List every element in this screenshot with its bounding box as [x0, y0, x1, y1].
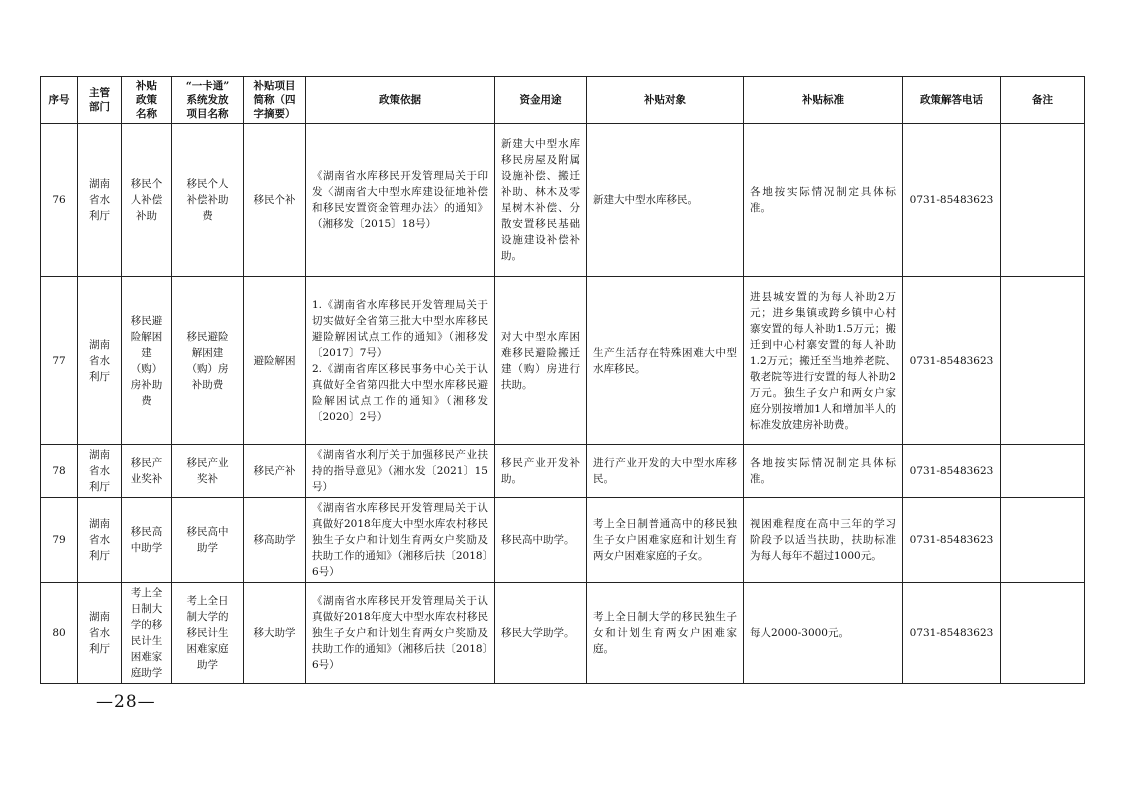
cell-abbr: 移高助学	[244, 498, 306, 583]
table-row	[41, 445, 1085, 498]
header-target: 补贴对象	[587, 77, 744, 124]
cell-note	[1001, 124, 1085, 277]
cell-basis: 《湖南省水利厅关于加强移民产业扶持的指导意见》（湘水发〔2021〕15号）	[306, 445, 495, 498]
cell-use: 新建大中型水库移民房屋及附属设施补偿、搬迁补助、林木及零星树木补偿、分散安置移民基础设施建设补偿补助。	[495, 124, 587, 277]
cell-note	[1001, 445, 1085, 498]
cell-standard: 每人2000-3000元。	[744, 583, 903, 684]
table-row	[41, 277, 1085, 445]
cell-dept: 湖南 省水 利厅	[78, 277, 122, 445]
cell-dept: 湖南 省水 利厅	[78, 124, 122, 277]
cell-abbr: 移民产补	[244, 445, 306, 498]
cell-card-item: 考上全日 制大学的 移民计生 困难家庭 助学	[172, 583, 244, 684]
cell-use: 对大中型水库困难移民避险搬迁建（购）房进行扶助。	[495, 277, 587, 445]
header-note: 备注	[1001, 77, 1085, 124]
header-seq: 序号	[41, 77, 78, 124]
cell-note	[1001, 583, 1085, 684]
header-policy-name: 补贴 政策 名称	[122, 77, 172, 124]
cell-target: 新建大中型水库移民。	[587, 124, 744, 277]
table-row	[41, 498, 1085, 583]
cell-phone: 0731-85483623	[903, 124, 1001, 277]
cell-standard: 进县城安置的为每人补助2万元；进乡集镇或跨乡镇中心村寨安置的每人补助1.5万元；搬迁到中心村寨安置的每人补助1.2万元；搬迁至当地养老院、敬老院等进行安置的每人补助2万元。独生子女户和两女户家庭分别按增加1人和增加半人的标准发放建房补助费。	[744, 277, 903, 445]
cell-seq: 79	[41, 498, 78, 583]
cell-abbr: 移民个补	[244, 124, 306, 277]
cell-policy-name: 考上全 日制大 学的移 民计生 困难家 庭助学	[122, 583, 172, 684]
cell-basis: 1.《湖南省水库移民开发管理局关于切实做好全省第三批大中型水库移民避险解困试点工作的通知》（湘移发〔2017〕7号） 2.《湖南省库区移民事务中心关于认真做好全省第四批大中型水库移民避险解困试点工作的通知》（湘移发〔2020〕2号）	[306, 277, 495, 445]
cell-use: 移民高中助学。	[495, 498, 587, 583]
cell-policy-name: 移民高 中助学	[122, 498, 172, 583]
cell-target: 进行产业开发的大中型水库移民。	[587, 445, 744, 498]
cell-target: 考上全日制普通高中的移民独生子女户困难家庭和计划生育两女户困难家庭的子女。	[587, 498, 744, 583]
cell-policy-name: 移民避 险解困 建（购） 房补助 费	[122, 277, 172, 445]
cell-seq: 80	[41, 583, 78, 684]
cell-abbr: 避险解困	[244, 277, 306, 445]
cell-seq: 77	[41, 277, 78, 445]
cell-use: 移民产业开发补助。	[495, 445, 587, 498]
cell-target: 生产生活存在特殊困难大中型水库移民。	[587, 277, 744, 445]
cell-phone: 0731-85483623	[903, 583, 1001, 684]
cell-standard: 各地按实际情况制定具体标准。	[744, 445, 903, 498]
header-phone: 政策解答电话	[903, 77, 1001, 124]
table-header-row	[41, 77, 1085, 124]
page-number: —28—	[96, 692, 156, 712]
cell-basis: 《湖南省水库移民开发管理局关于印发〈湖南省大中型水库建设征地补偿和移民安置资金管理办法〉的通知》（湘移发〔2015〕18号）	[306, 124, 495, 277]
header-use: 资金用途	[495, 77, 587, 124]
table-row	[41, 583, 1085, 684]
header-basis: 政策依据	[306, 77, 495, 124]
cell-dept: 湖南 省水 利厅	[78, 445, 122, 498]
cell-card-item: 移民个人 补偿补助 费	[172, 124, 244, 277]
cell-phone: 0731-85483623	[903, 277, 1001, 445]
header-abbr: 补贴项目 简称（四 字摘要）	[244, 77, 306, 124]
cell-phone: 0731-85483623	[903, 498, 1001, 583]
cell-phone: 0731-85483623	[903, 445, 1001, 498]
cell-card-item: 移民高中 助学	[172, 498, 244, 583]
cell-use: 移民大学助学。	[495, 583, 587, 684]
cell-policy-name: 移民个 人补偿 补助	[122, 124, 172, 277]
cell-card-item: 移民产业 奖补	[172, 445, 244, 498]
cell-basis: 《湖南省水库移民开发管理局关于认真做好2018年度大中型水库农村移民独生子女户和计划生育两女户奖励及扶助工作的通知》（湘移后扶〔2018〕6号）	[306, 583, 495, 684]
cell-standard: 视困难程度在高中三年的学习阶段予以适当扶助，扶助标准为每人每年不超过1000元。	[744, 498, 903, 583]
header-card-item: “一卡通” 系统发放 项目名称	[172, 77, 244, 124]
cell-seq: 78	[41, 445, 78, 498]
cell-note	[1001, 277, 1085, 445]
subsidy-policy-table	[40, 76, 1085, 684]
cell-dept: 湖南 省水 利厅	[78, 583, 122, 684]
header-standard: 补贴标准	[744, 77, 903, 124]
cell-policy-name: 移民产 业奖补	[122, 445, 172, 498]
cell-standard: 各地按实际情况制定具体标准。	[744, 124, 903, 277]
cell-abbr: 移大助学	[244, 583, 306, 684]
cell-seq: 76	[41, 124, 78, 277]
header-dept: 主管 部门	[78, 77, 122, 124]
cell-card-item: 移民避险 解困建 （购）房 补助费	[172, 277, 244, 445]
cell-dept: 湖南 省水 利厅	[78, 498, 122, 583]
cell-basis: 《湖南省水库移民开发管理局关于认真做好2018年度大中型水库农村移民独生子女户和计划生育两女户奖励及扶助工作的通知》（湘移后扶〔2018〕6号）	[306, 498, 495, 583]
cell-note	[1001, 498, 1085, 583]
table-row	[41, 124, 1085, 277]
cell-target: 考上全日制大学的移民独生子女和计划生育两女户困难家庭。	[587, 583, 744, 684]
